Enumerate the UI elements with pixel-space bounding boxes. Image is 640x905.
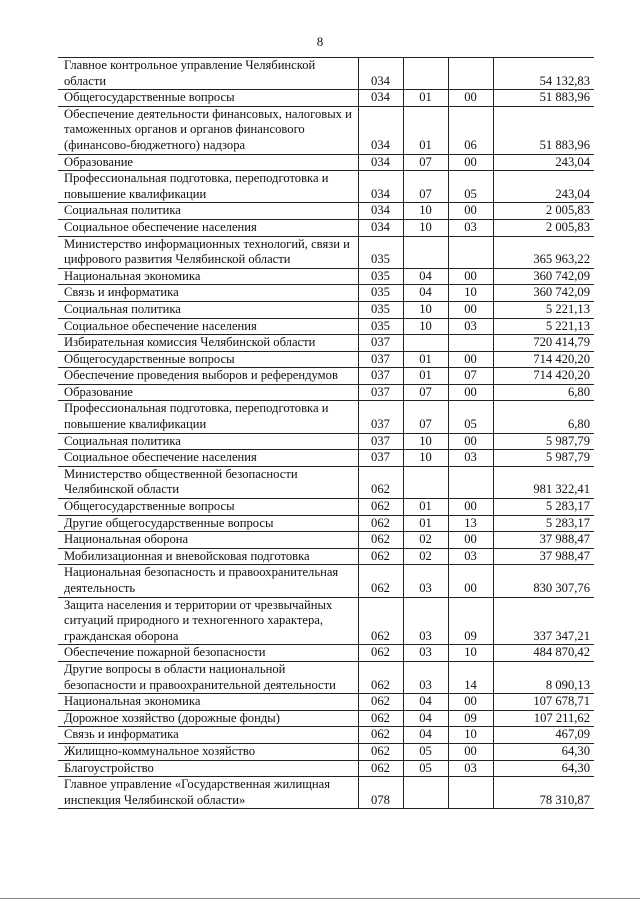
subsection-code-cell: 10 bbox=[448, 727, 493, 744]
section-code-cell: 03 bbox=[403, 597, 448, 645]
amount-cell: 830 307,76 bbox=[493, 565, 594, 597]
org-code-cell: 034 bbox=[358, 106, 403, 154]
org-code-cell: 035 bbox=[358, 285, 403, 302]
org-code-cell: 062 bbox=[358, 661, 403, 693]
amount-cell: 714 420,20 bbox=[493, 351, 594, 368]
subsection-code-cell: 07 bbox=[448, 368, 493, 385]
row-name-cell: Связь и информатика bbox=[58, 285, 358, 302]
org-code-cell: 062 bbox=[358, 532, 403, 549]
org-code-cell: 062 bbox=[358, 466, 403, 498]
section-code-cell: 01 bbox=[403, 515, 448, 532]
amount-cell: 2 005,83 bbox=[493, 219, 594, 236]
row-name-cell: Социальное обеспечение населения bbox=[58, 219, 358, 236]
subsection-code-cell: 03 bbox=[448, 450, 493, 467]
table-row bbox=[58, 743, 594, 760]
table-row bbox=[58, 433, 594, 450]
row-name-cell: Профессиональная подготовка, переподготовка и повышение квалификации bbox=[58, 171, 358, 203]
table-row bbox=[58, 318, 594, 335]
subsection-code-cell: 00 bbox=[448, 90, 493, 107]
section-code-cell: 10 bbox=[403, 433, 448, 450]
table-row bbox=[58, 384, 594, 401]
amount-cell: 8 090,13 bbox=[493, 661, 594, 693]
table-row bbox=[58, 532, 594, 549]
table-row bbox=[58, 171, 594, 203]
amount-cell: 5 283,17 bbox=[493, 499, 594, 516]
section-code-cell bbox=[403, 236, 448, 268]
row-name-cell: Социальная политика bbox=[58, 433, 358, 450]
section-code-cell: 07 bbox=[403, 171, 448, 203]
row-name-cell: Благоустройство bbox=[58, 760, 358, 777]
org-code-cell: 037 bbox=[358, 335, 403, 352]
section-code-cell: 07 bbox=[403, 154, 448, 171]
org-code-cell: 037 bbox=[358, 401, 403, 433]
row-name-cell: Образование bbox=[58, 384, 358, 401]
table-row bbox=[58, 351, 594, 368]
amount-cell: 6,80 bbox=[493, 384, 594, 401]
section-code-cell: 02 bbox=[403, 548, 448, 565]
org-code-cell: 037 bbox=[358, 450, 403, 467]
table-row bbox=[58, 466, 594, 498]
row-name-cell: Образование bbox=[58, 154, 358, 171]
org-code-cell: 062 bbox=[358, 499, 403, 516]
subsection-code-cell: 00 bbox=[448, 384, 493, 401]
amount-cell: 51 883,96 bbox=[493, 106, 594, 154]
amount-cell: 64,30 bbox=[493, 760, 594, 777]
row-name-cell: Избирательная комиссия Челябинской области bbox=[58, 335, 358, 352]
subsection-code-cell: 00 bbox=[448, 743, 493, 760]
row-name-cell: Общегосударственные вопросы bbox=[58, 351, 358, 368]
table-row bbox=[58, 548, 594, 565]
table-row bbox=[58, 368, 594, 385]
table-row bbox=[58, 565, 594, 597]
amount-cell: 360 742,09 bbox=[493, 268, 594, 285]
amount-cell: 54 132,83 bbox=[493, 58, 594, 90]
amount-cell: 64,30 bbox=[493, 743, 594, 760]
subsection-code-cell: 00 bbox=[448, 154, 493, 171]
amount-cell: 2 005,83 bbox=[493, 203, 594, 220]
section-code-cell: 10 bbox=[403, 318, 448, 335]
amount-cell: 78 310,87 bbox=[493, 777, 594, 809]
subsection-code-cell: 05 bbox=[448, 171, 493, 203]
section-code-cell: 03 bbox=[403, 565, 448, 597]
table-row bbox=[58, 760, 594, 777]
subsection-code-cell bbox=[448, 58, 493, 90]
table-row bbox=[58, 301, 594, 318]
org-code-cell: 035 bbox=[358, 236, 403, 268]
section-code-cell: 04 bbox=[403, 710, 448, 727]
row-name-cell: Обеспечение пожарной безопасности bbox=[58, 645, 358, 662]
page-number: 8 bbox=[316, 34, 324, 49]
row-name-cell: Национальная оборона bbox=[58, 532, 358, 549]
org-code-cell: 078 bbox=[358, 777, 403, 809]
org-code-cell: 034 bbox=[358, 58, 403, 90]
section-code-cell: 05 bbox=[403, 743, 448, 760]
amount-cell: 5 987,79 bbox=[493, 433, 594, 450]
amount-cell: 337 347,21 bbox=[493, 597, 594, 645]
subsection-code-cell: 00 bbox=[448, 532, 493, 549]
org-code-cell: 035 bbox=[358, 301, 403, 318]
subsection-code-cell: 00 bbox=[448, 268, 493, 285]
subsection-code-cell: 10 bbox=[448, 285, 493, 302]
subsection-code-cell: 03 bbox=[448, 760, 493, 777]
row-name-cell: Связь и информатика bbox=[58, 727, 358, 744]
subsection-code-cell: 00 bbox=[448, 694, 493, 711]
section-code-cell bbox=[403, 58, 448, 90]
org-code-cell: 062 bbox=[358, 694, 403, 711]
org-code-cell: 034 bbox=[358, 219, 403, 236]
row-name-cell: Другие вопросы в области национальной безопасности и правоохранительной деятельности bbox=[58, 661, 358, 693]
subsection-code-cell: 00 bbox=[448, 301, 493, 318]
subsection-code-cell: 00 bbox=[448, 499, 493, 516]
table-row bbox=[58, 58, 594, 90]
table-row bbox=[58, 154, 594, 171]
section-code-cell: 01 bbox=[403, 351, 448, 368]
table-row bbox=[58, 515, 594, 532]
row-name-cell: Дорожное хозяйство (дорожные фонды) bbox=[58, 710, 358, 727]
row-name-cell: Мобилизационная и вневойсковая подготовка bbox=[58, 548, 358, 565]
org-code-cell: 034 bbox=[358, 171, 403, 203]
table-row bbox=[58, 694, 594, 711]
subsection-code-cell: 03 bbox=[448, 219, 493, 236]
amount-cell: 5 987,79 bbox=[493, 450, 594, 467]
section-code-cell: 04 bbox=[403, 727, 448, 744]
amount-cell: 51 883,96 bbox=[493, 90, 594, 107]
table-row bbox=[58, 710, 594, 727]
section-code-cell: 07 bbox=[403, 384, 448, 401]
table-row bbox=[58, 285, 594, 302]
org-code-cell: 037 bbox=[358, 433, 403, 450]
amount-cell: 107 211,62 bbox=[493, 710, 594, 727]
subsection-code-cell: 00 bbox=[448, 351, 493, 368]
org-code-cell: 037 bbox=[358, 368, 403, 385]
section-code-cell bbox=[403, 466, 448, 498]
section-code-cell: 07 bbox=[403, 401, 448, 433]
table-row bbox=[58, 645, 594, 662]
amount-cell: 243,04 bbox=[493, 154, 594, 171]
org-code-cell: 035 bbox=[358, 268, 403, 285]
table-row bbox=[58, 499, 594, 516]
section-code-cell: 10 bbox=[403, 301, 448, 318]
section-code-cell: 04 bbox=[403, 268, 448, 285]
org-code-cell: 035 bbox=[358, 318, 403, 335]
amount-cell: 365 963,22 bbox=[493, 236, 594, 268]
amount-cell: 981 322,41 bbox=[493, 466, 594, 498]
amount-cell: 5 283,17 bbox=[493, 515, 594, 532]
table-row bbox=[58, 597, 594, 645]
table-row bbox=[58, 203, 594, 220]
section-code-cell: 01 bbox=[403, 106, 448, 154]
amount-cell: 6,80 bbox=[493, 401, 594, 433]
org-code-cell: 034 bbox=[358, 154, 403, 171]
section-code-cell: 01 bbox=[403, 499, 448, 516]
subsection-code-cell: 05 bbox=[448, 401, 493, 433]
amount-cell: 107 678,71 bbox=[493, 694, 594, 711]
org-code-cell: 062 bbox=[358, 743, 403, 760]
subsection-code-cell bbox=[448, 777, 493, 809]
budget-table-body bbox=[58, 58, 594, 809]
amount-cell: 5 221,13 bbox=[493, 318, 594, 335]
subsection-code-cell: 14 bbox=[448, 661, 493, 693]
row-name-cell: Социальное обеспечение населения bbox=[58, 450, 358, 467]
org-code-cell: 062 bbox=[358, 548, 403, 565]
amount-cell: 467,09 bbox=[493, 727, 594, 744]
table-row bbox=[58, 90, 594, 107]
subsection-code-cell: 03 bbox=[448, 318, 493, 335]
section-code-cell: 05 bbox=[403, 760, 448, 777]
org-code-cell: 037 bbox=[358, 384, 403, 401]
section-code-cell: 02 bbox=[403, 532, 448, 549]
table-row bbox=[58, 236, 594, 268]
table-row bbox=[58, 106, 594, 154]
subsection-code-cell bbox=[448, 236, 493, 268]
org-code-cell: 062 bbox=[358, 710, 403, 727]
row-name-cell: Министерство общественной безопасности Челябинской области bbox=[58, 466, 358, 498]
row-name-cell: Обеспечение деятельности финансовых, налоговых и таможенных органов и органов финансового (финансово-бюджетного) надзора bbox=[58, 106, 358, 154]
section-code-cell: 01 bbox=[403, 368, 448, 385]
section-code-cell: 10 bbox=[403, 219, 448, 236]
section-code-cell: 10 bbox=[403, 450, 448, 467]
amount-cell: 37 988,47 bbox=[493, 548, 594, 565]
subsection-code-cell: 13 bbox=[448, 515, 493, 532]
row-name-cell: Другие общегосударственные вопросы bbox=[58, 515, 358, 532]
row-name-cell: Защита населения и территории от чрезвычайных ситуаций природного и техногенного характера, гражданская оборона bbox=[58, 597, 358, 645]
subsection-code-cell: 09 bbox=[448, 710, 493, 727]
row-name-cell: Национальная экономика bbox=[58, 694, 358, 711]
table-row bbox=[58, 450, 594, 467]
amount-cell: 714 420,20 bbox=[493, 368, 594, 385]
budget-table bbox=[58, 57, 594, 809]
subsection-code-cell: 00 bbox=[448, 433, 493, 450]
amount-cell: 37 988,47 bbox=[493, 532, 594, 549]
row-name-cell: Обеспечение проведения выборов и референдумов bbox=[58, 368, 358, 385]
org-code-cell: 062 bbox=[358, 727, 403, 744]
amount-cell: 243,04 bbox=[493, 171, 594, 203]
amount-cell: 5 221,13 bbox=[493, 301, 594, 318]
org-code-cell: 062 bbox=[358, 760, 403, 777]
amount-cell: 720 414,79 bbox=[493, 335, 594, 352]
row-name-cell: Главное управление «Государственная жилищная инспекция Челябинской области» bbox=[58, 777, 358, 809]
table-row bbox=[58, 219, 594, 236]
row-name-cell: Социальное обеспечение населения bbox=[58, 318, 358, 335]
subsection-code-cell: 06 bbox=[448, 106, 493, 154]
row-name-cell: Министерство информационных технологий, связи и цифрового развития Челябинской области bbox=[58, 236, 358, 268]
section-code-cell: 04 bbox=[403, 694, 448, 711]
section-code-cell: 03 bbox=[403, 645, 448, 662]
org-code-cell: 034 bbox=[358, 203, 403, 220]
page-bottom-rule bbox=[0, 898, 640, 899]
org-code-cell: 062 bbox=[358, 515, 403, 532]
subsection-code-cell: 00 bbox=[448, 565, 493, 597]
row-name-cell: Социальная политика bbox=[58, 301, 358, 318]
table-row bbox=[58, 268, 594, 285]
subsection-code-cell: 10 bbox=[448, 645, 493, 662]
table-row bbox=[58, 401, 594, 433]
subsection-code-cell bbox=[448, 335, 493, 352]
row-name-cell: Жилищно-коммунальное хозяйство bbox=[58, 743, 358, 760]
section-code-cell bbox=[403, 777, 448, 809]
org-code-cell: 062 bbox=[358, 597, 403, 645]
org-code-cell: 037 bbox=[358, 351, 403, 368]
subsection-code-cell: 03 bbox=[448, 548, 493, 565]
table-row bbox=[58, 727, 594, 744]
row-name-cell: Главное контрольное управление Челябинской области bbox=[58, 58, 358, 90]
org-code-cell: 062 bbox=[358, 645, 403, 662]
subsection-code-cell: 00 bbox=[448, 203, 493, 220]
section-code-cell: 10 bbox=[403, 203, 448, 220]
row-name-cell: Профессиональная подготовка, переподготовка и повышение квалификации bbox=[58, 401, 358, 433]
table-row bbox=[58, 335, 594, 352]
row-name-cell: Общегосударственные вопросы bbox=[58, 499, 358, 516]
section-code-cell: 03 bbox=[403, 661, 448, 693]
subsection-code-cell bbox=[448, 466, 493, 498]
table-row bbox=[58, 777, 594, 809]
row-name-cell: Национальная экономика bbox=[58, 268, 358, 285]
table-row bbox=[58, 661, 594, 693]
row-name-cell: Социальная политика bbox=[58, 203, 358, 220]
amount-cell: 360 742,09 bbox=[493, 285, 594, 302]
amount-cell: 484 870,42 bbox=[493, 645, 594, 662]
org-code-cell: 034 bbox=[358, 90, 403, 107]
section-code-cell bbox=[403, 335, 448, 352]
section-code-cell: 01 bbox=[403, 90, 448, 107]
row-name-cell: Общегосударственные вопросы bbox=[58, 90, 358, 107]
org-code-cell: 062 bbox=[358, 565, 403, 597]
subsection-code-cell: 09 bbox=[448, 597, 493, 645]
section-code-cell: 04 bbox=[403, 285, 448, 302]
row-name-cell: Национальная безопасность и правоохранительная деятельность bbox=[58, 565, 358, 597]
